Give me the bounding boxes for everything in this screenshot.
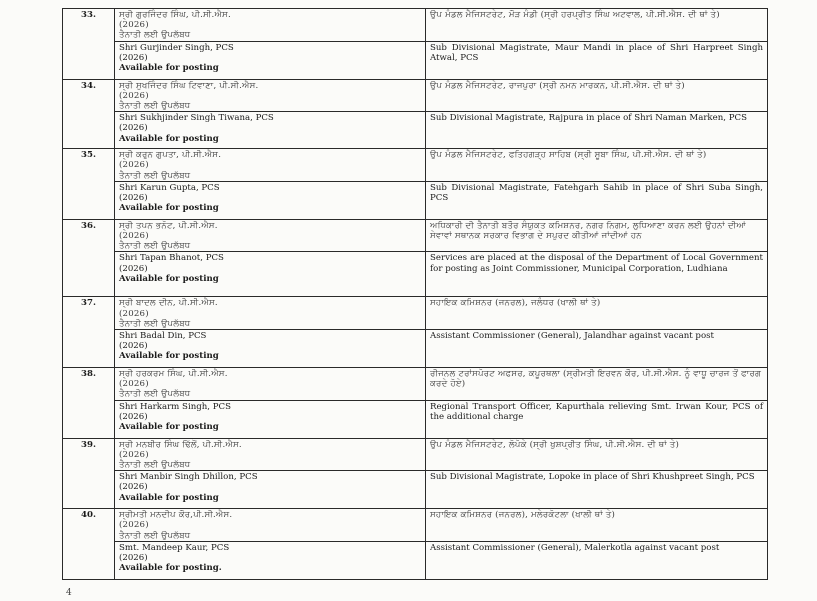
posting-punjabi: ਉਪ ਮੰਡਲ ਮੈਜਿਸਟਰੇਟ, ਲੋਪੋਕੇ (ਸ੍ਰੀ ਖੁਸ਼ਪ੍ਰੀਤ ਸਿੰਘ, ਪੀ.ਸੀ.ਐਸ. ਦੀ ਥਾਂ ਤੇ) bbox=[430, 439, 680, 450]
batch-year: (2026) bbox=[119, 263, 148, 274]
table-row bbox=[63, 219, 768, 252]
posting-punjabi: ਉਪ ਮੰਡਲ ਮੈਜਿਸਟਰੇਟ, ਰਾਜਪੁਰਾ (ਸ੍ਰੀ ਨਮਨ ਮਾਰਕਨ, ਪੀ.ਸੀ.ਐਸ. ਦੀ ਥਾਂ ਤੇ) bbox=[430, 80, 685, 91]
batch-year: (2026) bbox=[119, 411, 148, 422]
posting-english: Sub Divisional Magistrate, Fatehgarh Sahib in place of Shri Suba Singh, PCS bbox=[430, 182, 763, 204]
table-row bbox=[63, 41, 768, 79]
posting-table-body bbox=[63, 9, 768, 580]
availability-punjabi: ਤੈਨਾਤੀ ਲਈ ਉਪਲੱਬਧ bbox=[119, 318, 191, 329]
batch-year: (2026) bbox=[119, 193, 148, 204]
posting-cell-english bbox=[426, 541, 768, 579]
posting-cell-english bbox=[426, 471, 768, 509]
officer-cell-punjabi bbox=[115, 219, 426, 252]
batch-year: (2026) bbox=[119, 379, 149, 390]
availability-english: Available for posting bbox=[119, 63, 219, 74]
table-row bbox=[63, 400, 768, 438]
availability-english: Available for posting. bbox=[119, 563, 222, 574]
serial-number: 34. bbox=[63, 79, 115, 149]
batch-year: (2026) bbox=[119, 308, 149, 319]
serial-number: 36. bbox=[63, 219, 115, 297]
officer-name-english: Smt. Mandeep Kaur, PCS bbox=[119, 542, 230, 553]
officer-cell-english bbox=[115, 252, 426, 297]
officer-cell-english bbox=[115, 471, 426, 509]
availability-english: Available for posting bbox=[119, 422, 219, 433]
officer-name-punjabi: ਸ੍ਰੀ ਹਰਕਰਮ ਸਿੰਘ, ਪੀ.ਸੀ.ਐਸ. bbox=[119, 369, 228, 380]
posting-cell-punjabi bbox=[426, 9, 768, 42]
page-number: 4 bbox=[66, 588, 72, 598]
officer-cell-punjabi bbox=[115, 297, 426, 330]
posting-english: Sub Divisional Magistrate, Lopoke in place of Shri Khushpreet Singh, PCS bbox=[430, 472, 755, 483]
table-row bbox=[63, 471, 768, 509]
officer-name-punjabi: ਸ੍ਰੀਮਤੀ ਮਨਦੀਪ ਕੌਰ,ਪੀ.ਸੀ.ਐਸ. bbox=[119, 510, 233, 521]
table-row bbox=[63, 181, 768, 219]
officer-cell-english bbox=[115, 330, 426, 368]
officer-name-punjabi: ਸ੍ਰੀ ਸੁਖਜਿੰਦਰ ਸਿੰਘ ਟਿਵਾਣਾ, ਪੀ.ਸੀ.ਐਸ. bbox=[119, 80, 259, 91]
batch-year: (2026) bbox=[119, 231, 149, 242]
table-row bbox=[63, 9, 768, 42]
availability-punjabi: ਤੈਨਾਤੀ ਲਈ ਉਪਲੱਬਧ bbox=[119, 30, 191, 41]
availability-punjabi: ਤੈਨਾਤੀ ਲਈ ਉਪਲੱਬਧ bbox=[119, 101, 191, 112]
availability-english: Available for posting bbox=[119, 492, 219, 503]
posting-english: Sub Divisional Magistrate, Maur Mandi in place of Shri Harpreet Singh Atwal, PCS bbox=[430, 42, 763, 63]
batch-year: (2026) bbox=[119, 160, 149, 171]
availability-punjabi: ਤੈਨਾਤੀ ਲਈ ਉਪਲੱਬਧ bbox=[119, 241, 191, 252]
officer-name-english: Shri Badal Din, PCS bbox=[119, 331, 207, 342]
officer-cell-english bbox=[115, 400, 426, 438]
table-row bbox=[63, 252, 768, 297]
table-row bbox=[63, 438, 768, 471]
officer-cell-punjabi bbox=[115, 79, 426, 112]
posting-cell-english bbox=[426, 112, 768, 149]
posting-punjabi: ਉਪ ਮੰਡਲ ਮੈਜਿਸਟਰੇਟ, ਮੌੜ ਮੰਡੀ (ਸ੍ਰੀ ਹਰਪ੍ਰੀਤ ਸਿੰਘ ਅਟਵਾਲ, ਪੀ.ਸੀ.ਐਸ. ਦੀ ਥਾਂ ਤੇ) bbox=[430, 10, 720, 20]
posting-punjabi: ਸਹਾਇਕ ਕਮਿਸ਼ਨਰ (ਜਨਰਲ), ਮਲੇਰਕੋਟਲਾ (ਖਾਲੀ ਥਾਂ ਤੇ) bbox=[430, 510, 616, 521]
table-row bbox=[63, 509, 768, 542]
availability-english: Available for posting bbox=[119, 203, 219, 214]
posting-cell-english bbox=[426, 41, 768, 79]
batch-year: (2026) bbox=[119, 20, 149, 31]
officer-name-punjabi: ਸ੍ਰੀ ਕਰੁਨ ਗੁਪਤਾ, ਪੀ.ਸੀ.ਐਸ. bbox=[119, 150, 222, 161]
table-row bbox=[63, 297, 768, 330]
posting-table bbox=[62, 8, 768, 580]
serial-number: 39. bbox=[63, 438, 115, 509]
serial-number: 40. bbox=[63, 509, 115, 580]
officer-name-english: Shri Harkarm Singh, PCS bbox=[119, 401, 231, 412]
posting-punjabi: ਰੀਜਨਲ ਟਰਾਂਸਪੋਰਟ ਅਫਸਰ, ਕਪੂਰਥਲਾ (ਸ੍ਰੀਮਤੀ ਇਰਵਨ ਕੌਰ, ਪੀ.ਸੀ.ਐਸ. ਨੂੰ ਵਾਧੂ ਚਾਰਜ ਤੋਂ ਫਾਰਗ ਕਰਦੇ ਹੋਏ) bbox=[430, 369, 762, 390]
posting-cell-english bbox=[426, 330, 768, 368]
table-row bbox=[63, 149, 768, 182]
officer-name-punjabi: ਸ੍ਰੀ ਗੁਰਜਿੰਦਰ ਸਿੰਘ, ਪੀ.ਸੀ.ਐਸ. bbox=[119, 10, 231, 20]
posting-cell-punjabi bbox=[426, 438, 768, 471]
availability-english: Available for posting bbox=[119, 273, 219, 284]
officer-name-english: Shri Manbir Singh Dhillon, PCS bbox=[119, 472, 258, 483]
officer-name-english: Shri Sukhjinder Singh Tiwana, PCS bbox=[119, 113, 274, 124]
batch-year: (2026) bbox=[119, 123, 148, 134]
batch-year: (2026) bbox=[119, 553, 148, 564]
posting-punjabi: ਉਪ ਮੰਡਲ ਮੈਜਿਸਟਰੇਟ, ਫਤਿਹਗੜ੍ਹ ਸਾਹਿਬ (ਸ੍ਰੀ ਸੂਬਾ ਸਿੰਘ, ਪੀ.ਸੀ.ਐਸ. ਦੀ ਥਾਂ ਤੇ) bbox=[430, 150, 707, 161]
batch-year: (2026) bbox=[119, 341, 148, 352]
posting-english: Regional Transport Officer, Kapurthala relieving Smt. Irwan Kour, PCS of the additional charge bbox=[430, 401, 763, 422]
availability-english: Available for posting bbox=[119, 133, 219, 144]
availability-english: Available for posting bbox=[119, 351, 219, 362]
officer-cell-english bbox=[115, 181, 426, 219]
posting-cell-punjabi bbox=[426, 149, 768, 182]
officer-name-english: Shri Karun Gupta, PCS bbox=[119, 182, 220, 193]
table-row bbox=[63, 79, 768, 112]
posting-cell-punjabi bbox=[426, 368, 768, 401]
posting-english: Assistant Commissioner (General), Malerkotla against vacant post bbox=[430, 542, 720, 553]
batch-year: (2026) bbox=[119, 520, 149, 531]
officer-cell-punjabi bbox=[115, 509, 426, 542]
posting-cell-english bbox=[426, 181, 768, 219]
serial-number: 33. bbox=[63, 9, 115, 80]
table-row bbox=[63, 368, 768, 401]
availability-punjabi: ਤੈਨਾਤੀ ਲਈ ਉਪਲੱਬਧ bbox=[119, 530, 191, 541]
officer-name-punjabi: ਸ੍ਰੀ ਬਾਦਲ ਦੀਨ, ਪੀ.ਸੀ.ਐਸ. bbox=[119, 298, 218, 309]
posting-english: Services are placed at the disposal of the Department of Local Government for posting as Joint Commissioner, Municipal Corporation, Ludhiana bbox=[430, 253, 763, 274]
officer-name-punjabi: ਸ੍ਰੀ ਤਪਨ ਭਨੋਟ, ਪੀ.ਸੀ.ਐਸ. bbox=[119, 220, 218, 231]
posting-english: Sub Divisional Magistrate, Rajpura in place of Shri Naman Marken, PCS bbox=[430, 113, 747, 124]
officer-name-english: Shri Gurjinder Singh, PCS bbox=[119, 42, 234, 53]
availability-punjabi: ਤੈਨਾਤੀ ਲਈ ਉਪਲੱਬਧ bbox=[119, 170, 191, 181]
batch-year: (2026) bbox=[119, 52, 148, 63]
availability-punjabi: ਤੈਨਾਤੀ ਲਈ ਉਪਲੱਬਧ bbox=[119, 389, 191, 400]
posting-cell-english bbox=[426, 252, 768, 297]
posting-punjabi: ਅਧਿਕਾਰੀ ਦੀ ਤੈਨਾਤੀ ਬਤੌਰ ਸੰਯੁਕਤ ਕਮਿਸ਼ਨਰ, ਨਗਰ ਨਿਗਮ, ਲੁਧਿਆਣਾ ਕਰਨ ਲਈ ਉਹਨਾਂ ਦੀਆਂ ਸੇਵਾਵਾਂ ਸਥਾਨਕ ਸਰਕਾਰ ਵਿਭਾਗ ਦੇ ਸਪੁਰਦ ਕੀਤੀਆਂ ਜਾਂਦੀਆਂ ਹਨ bbox=[430, 220, 746, 242]
batch-year: (2026) bbox=[119, 482, 148, 493]
posting-cell-punjabi bbox=[426, 79, 768, 112]
officer-cell-punjabi bbox=[115, 438, 426, 471]
officer-cell-punjabi bbox=[115, 149, 426, 182]
serial-number: 38. bbox=[63, 368, 115, 439]
officer-cell-english bbox=[115, 112, 426, 149]
officer-cell-english bbox=[115, 41, 426, 79]
posting-english: Assistant Commissioner (General), Jalandhar against vacant post bbox=[430, 331, 714, 342]
posting-cell-punjabi bbox=[426, 297, 768, 330]
table-row bbox=[63, 541, 768, 579]
officer-cell-punjabi bbox=[115, 368, 426, 401]
posting-cell-punjabi bbox=[426, 219, 768, 252]
posting-punjabi: ਸਹਾਇਕ ਕਮਿਸ਼ਨਰ (ਜਨਰਲ), ਜਲੰਧਰ (ਖਾਲੀ ਥਾਂ ਤੇ) bbox=[430, 298, 601, 309]
table-row bbox=[63, 330, 768, 368]
officer-cell-punjabi bbox=[115, 9, 426, 42]
officer-name-punjabi: ਸ੍ਰੀ ਮਨਬੀਰ ਸਿੰਘ ਢਿੱਲੋਂ, ਪੀ.ਸੀ.ਐਸ. bbox=[119, 439, 242, 450]
table-row bbox=[63, 112, 768, 149]
availability-punjabi: ਤੈਨਾਤੀ ਲਈ ਉਪਲੱਬਧ bbox=[119, 460, 191, 471]
posting-cell-punjabi bbox=[426, 509, 768, 542]
batch-year: (2026) bbox=[119, 90, 149, 101]
officer-name-english: Shri Tapan Bhanot, PCS bbox=[119, 253, 224, 264]
serial-number: 37. bbox=[63, 297, 115, 368]
officer-cell-english bbox=[115, 541, 426, 579]
batch-year: (2026) bbox=[119, 449, 149, 460]
serial-number: 35. bbox=[63, 149, 115, 220]
posting-cell-english bbox=[426, 400, 768, 438]
